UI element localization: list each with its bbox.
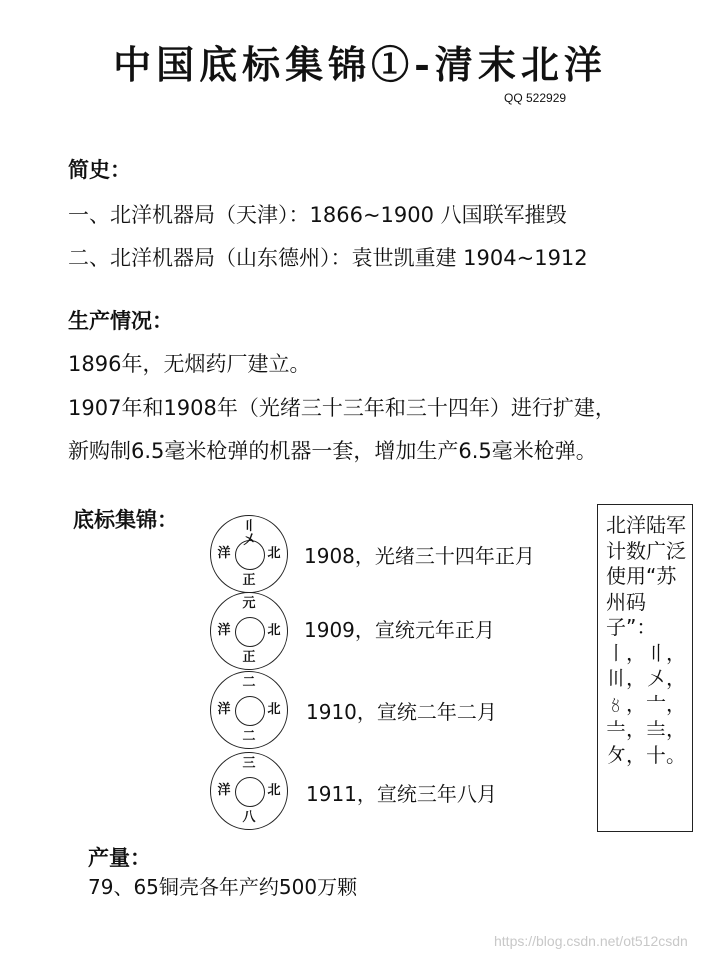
headstamp-label: 1909，宣统元年正月 [304, 618, 495, 642]
headstamp-top-mark: 元 [242, 596, 256, 611]
headstamp-label: 1911，宣统三年八月 [306, 782, 497, 806]
headstamp-top-mark: 三 [242, 756, 256, 771]
production-heading: 生产情况： [68, 309, 173, 333]
history-heading: 简史： [68, 158, 131, 182]
headstamp-right-mark: 北 [267, 702, 281, 717]
headstamp-diagram [210, 515, 288, 593]
headstamp-top-mark: 二 [242, 675, 256, 690]
watermark: https://blog.csdn.net/ot512csdn [494, 933, 688, 949]
production-line: 1896年，无烟药厂建立。 [68, 352, 311, 376]
production-line: 新购制6.5毫米枪弹的机器一套，增加生产6.5毫米枪弹。 [68, 439, 597, 463]
headstamp-label: 1908，光绪三十四年正月 [304, 544, 535, 568]
headstamp-diagram [210, 752, 288, 830]
output-text: 79、65铜壳各年产约500万颗 [88, 875, 358, 899]
suzhou-numerals-text: 北洋陆军计数广泛使用“苏州码子”：〡，〢，〣，〤，〥，〦，〧，〨，〩，〸。 [606, 513, 686, 767]
headstamp-bottom-mark: 八 [242, 810, 256, 825]
primer-ring [235, 617, 265, 647]
headstamp-left-mark: 洋 [217, 702, 231, 717]
history-line: 一、北洋机器局（天津）：1866~1900 八国联军摧毁 [68, 203, 567, 227]
headstamp-bottom-mark: 正 [242, 650, 256, 665]
headstamp-bottom-mark: 二 [242, 729, 256, 744]
headstamp-left-mark: 洋 [217, 623, 231, 638]
headstamp-right-mark: 北 [267, 783, 281, 798]
headstamp-left-mark: 洋 [217, 546, 231, 561]
headstamp-left-mark: 洋 [217, 783, 231, 798]
production-line: 1907年和1908年（光绪三十三年和三十四年）进行扩建， [68, 396, 616, 420]
suzhou-numerals-box [597, 504, 693, 832]
headstamp-bottom-mark: 正 [242, 573, 256, 588]
history-line: 二、北洋机器局（山东德州）：袁世凯重建 1904~1912 [68, 246, 588, 270]
headstamps-heading: 底标集锦： [73, 508, 178, 532]
headstamp-label: 1910，宣统二年二月 [306, 700, 497, 724]
qq-number: QQ 522929 [504, 91, 567, 105]
page-title: 中国底标集锦①-清末北洋 [113, 42, 607, 87]
headstamp-diagram [210, 671, 288, 749]
headstamp-right-mark: 北 [267, 546, 281, 561]
headstamp-diagram [210, 592, 288, 670]
headstamp-top-mark: 〢〤 [242, 519, 256, 548]
output-heading: 产量： [88, 846, 151, 870]
primer-ring [235, 777, 265, 807]
headstamp-right-mark: 北 [267, 623, 281, 638]
primer-ring [235, 696, 265, 726]
